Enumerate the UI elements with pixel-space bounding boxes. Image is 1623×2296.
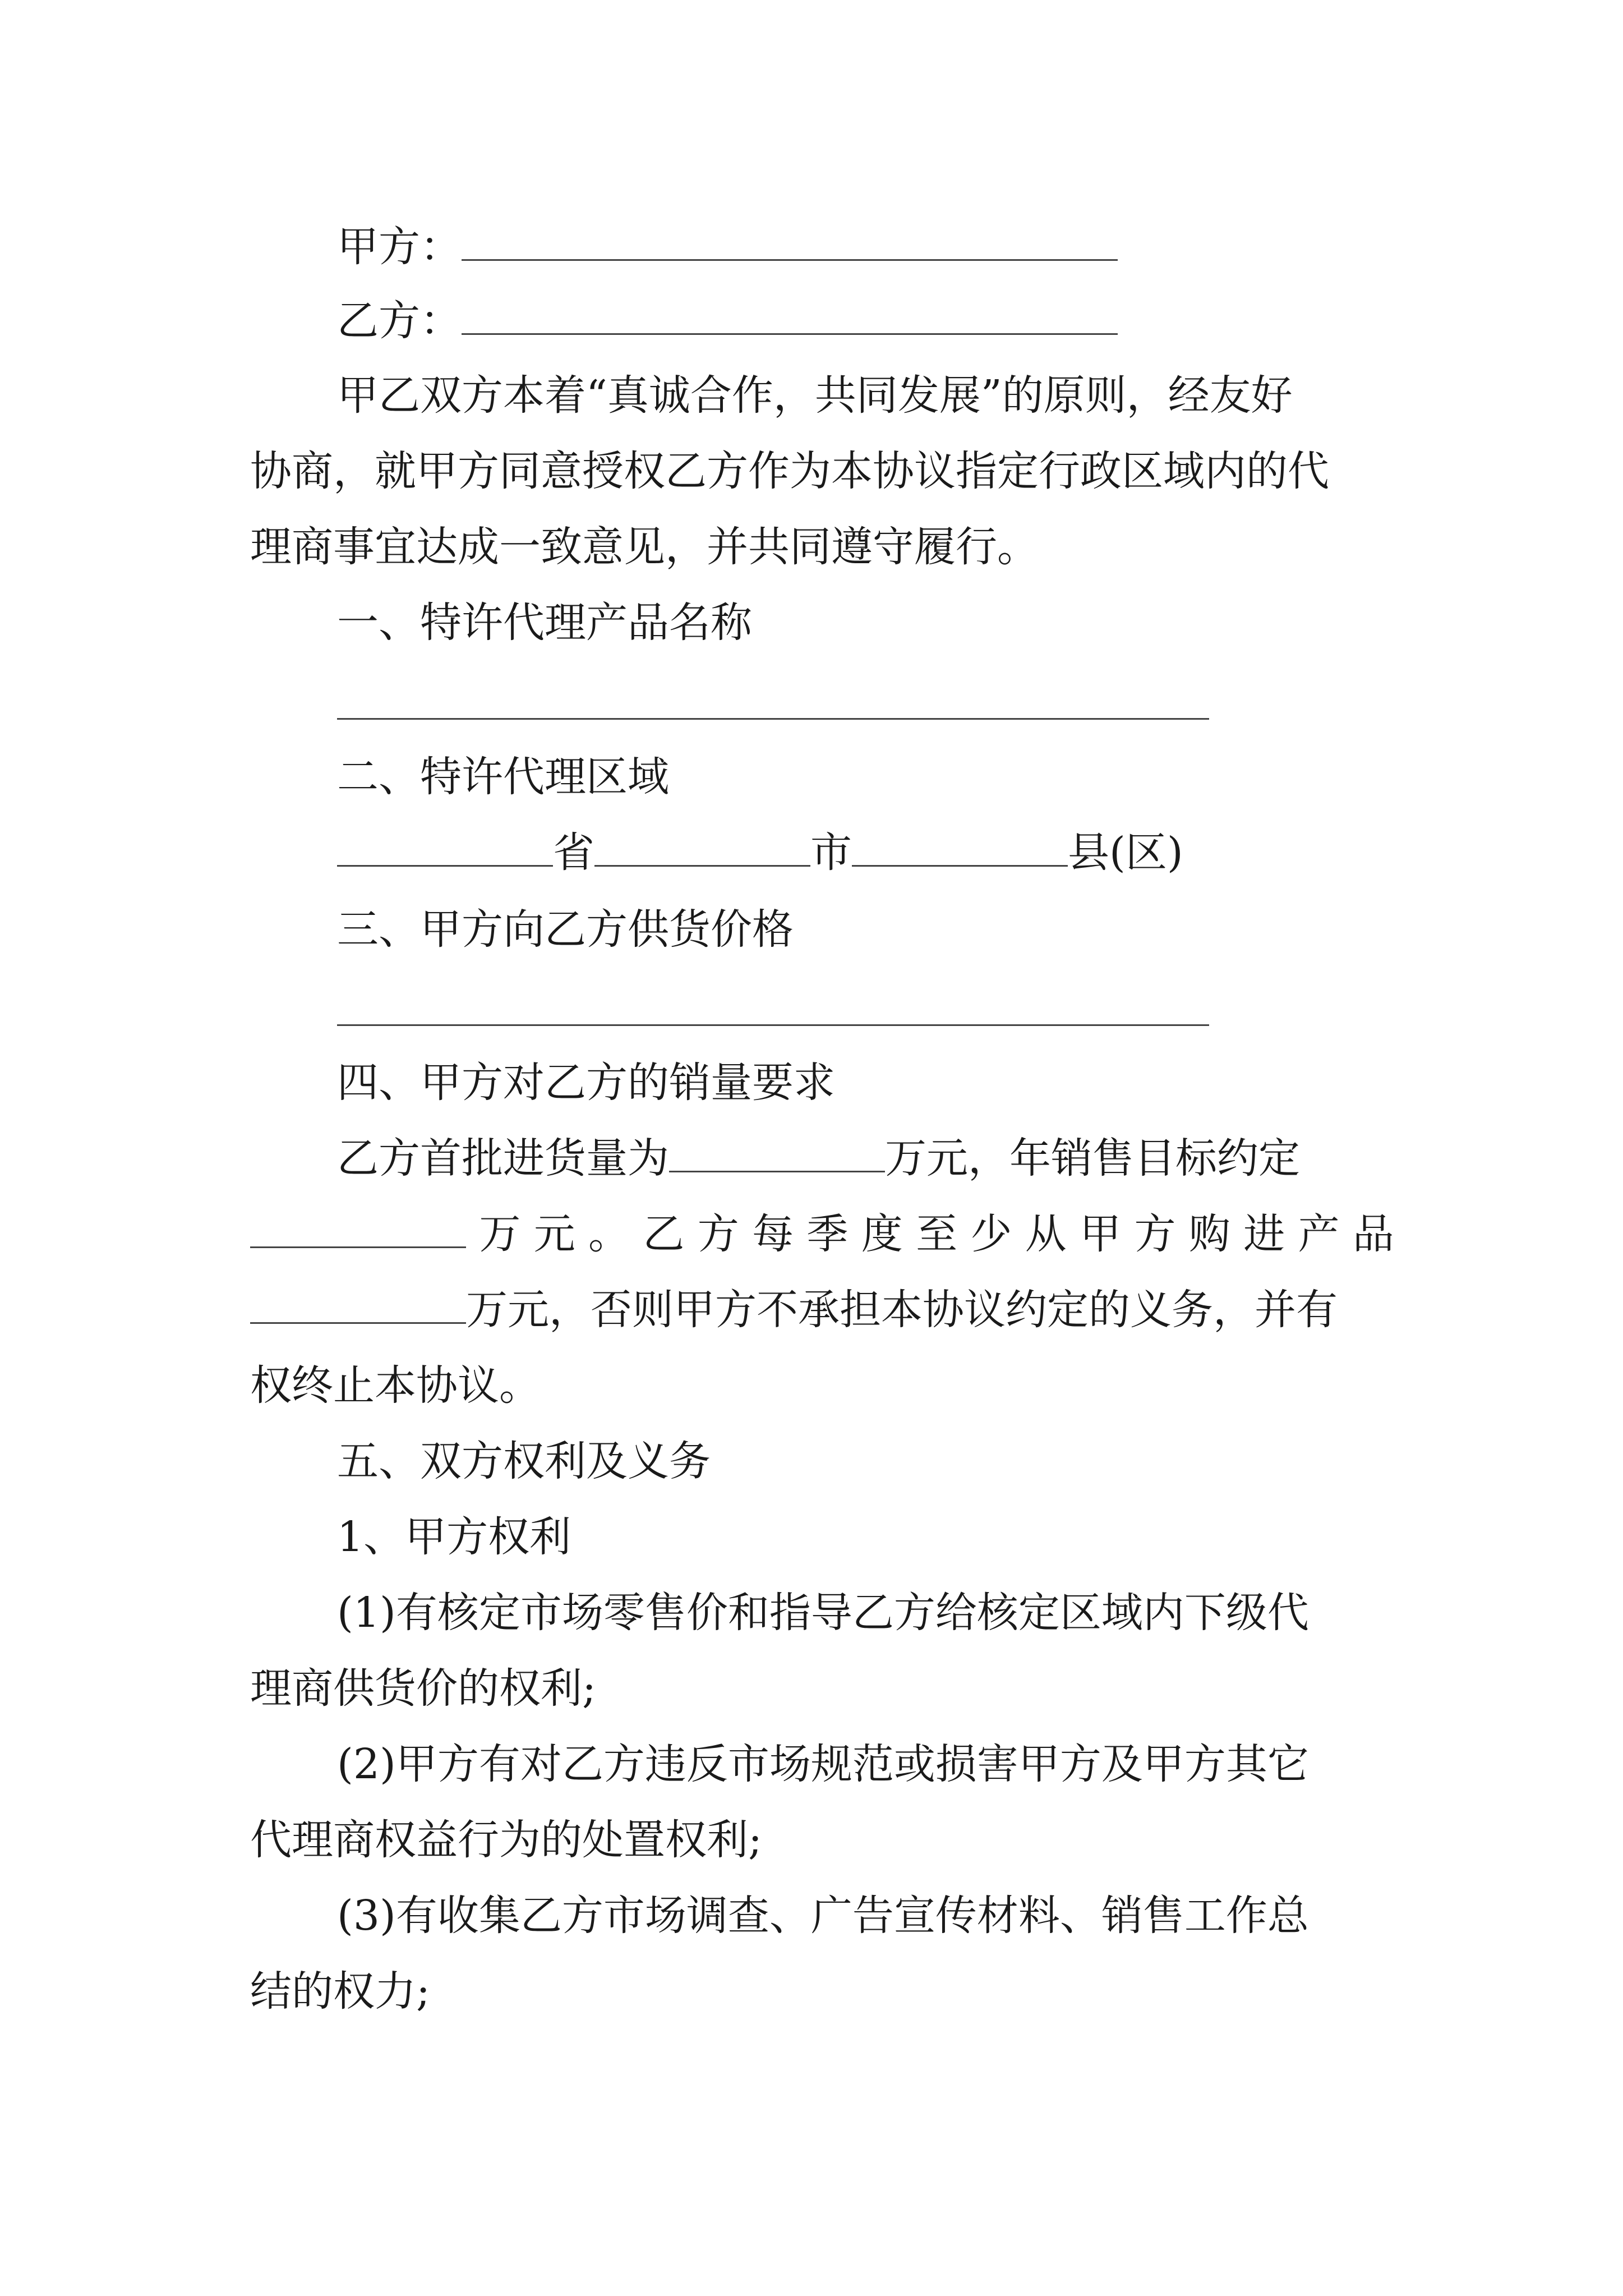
product-name-field[interactable] (337, 718, 1209, 720)
right-2-line-2: 代理商权益行为的处置权利; (250, 1816, 762, 1864)
sales-line-3-text: 万元，否则甲方不承担本协议约定的义务，并有 (466, 1286, 1338, 1334)
sales-line-1 (337, 1130, 1394, 1186)
sales-line-3 (250, 1282, 1394, 1338)
intro-line-3: 理商事宜达成一致意见，并共同遵守履行。 (250, 523, 1039, 571)
sales-line-2-char: 购 (1188, 1210, 1230, 1258)
right-1-line-1: (1)有核定市场零售价和指导乙方给核定区域内下级代 (337, 1589, 1309, 1637)
sales-line-2-char: 。 (588, 1210, 630, 1258)
region-row (337, 825, 1394, 881)
section-2-heading: 二、特许代理区域 (337, 753, 669, 801)
party-b-label: 乙方： (337, 297, 462, 345)
supply-price-field[interactable] (337, 1024, 1209, 1026)
county-field[interactable] (852, 826, 1068, 867)
sales-line-2-char: 品 (1352, 1210, 1394, 1258)
county-label: 县(区) (1068, 829, 1183, 877)
sales-line-2-char: 从 (1025, 1210, 1067, 1258)
party-a-row (337, 219, 1394, 275)
sales-line-2 (250, 1206, 1394, 1262)
section-3-heading: 三、甲方向乙方供货价格 (337, 905, 794, 954)
intro-line-1: 甲乙双方本着“真诚合作，共同发展”的原则，经友好 (337, 371, 1293, 420)
right-1-line-2: 理商供货价的权利; (250, 1664, 596, 1713)
sales-line-1-a: 乙方首批进货量为 (337, 1134, 669, 1182)
sales-line-2-char: 元 (533, 1210, 575, 1258)
annual-target-field[interactable] (250, 1207, 466, 1248)
sales-line-2-char: 每 (752, 1210, 794, 1258)
sales-line-2-char: 至 (916, 1210, 958, 1258)
province-field[interactable] (337, 826, 553, 867)
right-2-line-1: (2)甲方有对乙方违反市场规范或损害甲方及甲方其它 (337, 1740, 1309, 1788)
sales-line-2-char: 少 (970, 1210, 1012, 1258)
party-a-rights-heading: 1、甲方权利 (337, 1513, 571, 1561)
party-b-row (337, 293, 1394, 349)
section-4-heading: 四、甲方对乙方的销量要求 (337, 1059, 835, 1107)
right-3-line-1: (3)有收集乙方市场调查、广告宣传材料、销售工作总 (337, 1892, 1309, 1940)
sales-line-2-char: 产 (1298, 1210, 1340, 1258)
sales-line-2-char: 度 (861, 1210, 903, 1258)
sales-line-2-char: 乙 (643, 1210, 685, 1258)
sales-line-2-char: 方 (697, 1210, 739, 1258)
sales-line-2-char: 季 (806, 1210, 849, 1258)
party-a-label: 甲方： (337, 223, 462, 271)
city-field[interactable] (594, 826, 810, 867)
party-a-name-field[interactable] (462, 220, 1118, 261)
first-order-amount-field[interactable] (669, 1131, 885, 1172)
section-1-heading: 一、特许代理产品名称 (337, 599, 752, 647)
sales-line-2-char: 甲 (1080, 1210, 1122, 1258)
intro-line-2: 协商，就甲方同意授权乙方作为本协议指定行政区域内的代 (250, 447, 1329, 495)
sales-line-2-char: 方 (1134, 1210, 1176, 1258)
sales-line-2-char: 进 (1243, 1210, 1285, 1258)
sales-line-1-b: 万元，年销售目标约定 (885, 1134, 1300, 1182)
party-b-name-field[interactable] (462, 294, 1118, 335)
sales-line-2-char: 万 (479, 1210, 521, 1258)
city-label: 市 (810, 829, 852, 877)
sales-line-4: 权终止本协议。 (250, 1361, 541, 1410)
province-label: 省 (553, 829, 594, 877)
section-5-heading: 五、双方权利及义务 (337, 1437, 711, 1485)
right-3-line-2: 结的权力; (250, 1967, 430, 2016)
quarterly-purchase-field[interactable] (250, 1283, 466, 1324)
